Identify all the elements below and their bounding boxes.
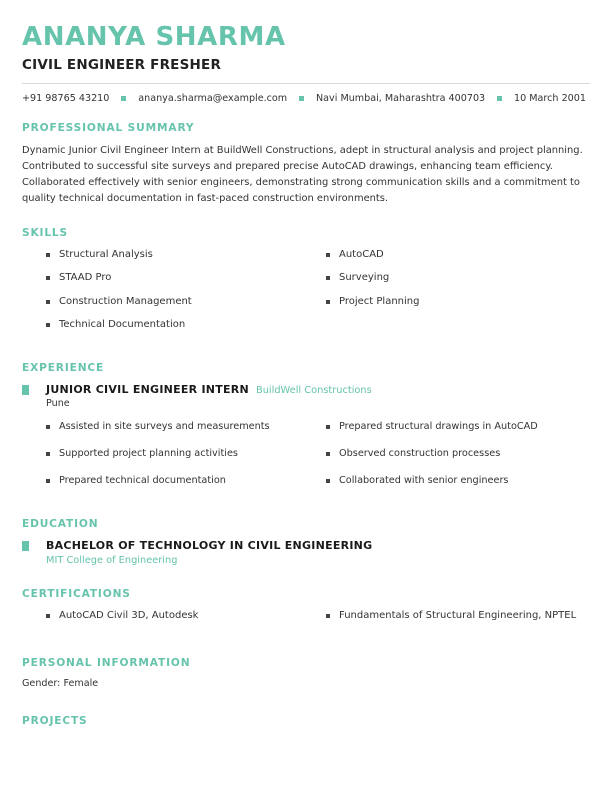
list-item: STAAD Pro: [46, 271, 306, 285]
section-heading-projects: PROJECTS: [22, 714, 88, 727]
certifications-column-right: [306, 609, 590, 633]
experience-columns: [22, 420, 590, 501]
experience-company: BuildWell Constructions: [255, 384, 372, 396]
section-heading-professional-summary: PROFESSIONAL SUMMARY: [22, 121, 195, 134]
section-skills: [22, 227, 590, 342]
contact-phone: +91 98765 43210: [22, 92, 110, 104]
section-projects: [22, 715, 590, 727]
list-item: Prepared technical documentation: [46, 474, 306, 487]
list-item: Observed construction processes: [326, 447, 590, 460]
experience-location: Pune: [46, 397, 70, 409]
list-item: AutoCAD Civil 3D, Autodesk: [46, 609, 306, 623]
section-experience: [22, 362, 590, 501]
list-item: Collaborated with senior engineers: [326, 474, 590, 487]
section-education: [22, 518, 590, 566]
personal-gender: Gender: Female: [22, 677, 99, 689]
section-heading-personal-information: PERSONAL INFORMATION: [22, 656, 191, 669]
section-heading-certifications: CERTIFICATIONS: [22, 588, 131, 601]
certifications-columns: [22, 609, 590, 633]
contact-separator-square-icon: [299, 96, 304, 101]
header-divider: [22, 83, 590, 84]
experience-job-title: JUNIOR CIVIL ENGINEER INTERN: [46, 382, 249, 396]
list-item: Assisted in site surveys and measurements: [46, 420, 306, 433]
list-item: Surveying: [326, 271, 590, 285]
contact-separator-square-icon: [121, 96, 126, 101]
contact-birthdate: 10 March 2001: [514, 92, 586, 104]
certifications-column-left: [22, 609, 306, 633]
experience-entry: [22, 383, 590, 409]
section-heading-skills: SKILLS: [22, 226, 69, 239]
list-item: Fundamentals of Structural Engineering, NPTEL: [326, 609, 590, 623]
skills-column-right: [306, 248, 590, 342]
list-item: AutoCAD: [326, 248, 590, 262]
list-item: Technical Documentation: [46, 318, 306, 332]
list-item: Supported project planning activities: [46, 447, 306, 460]
section-personal-information: [22, 657, 590, 689]
experience-column-left: [22, 420, 306, 501]
section-heading-experience: EXPERIENCE: [22, 361, 105, 374]
education-entry: [22, 539, 590, 566]
education-institution: MIT College of Engineering: [46, 555, 178, 567]
resume-header: [22, 0, 590, 104]
professional-summary-text: Dynamic Junior Civil Engineer Intern at BuildWell Constructions, adept in structural analysis and project planning. Contributed to successful site surveys and prepared precise AutoCAD drawings, enhancing team efficiency. Collaborated effectively with senior engineers, demonstrating strong communication skills and a commitment to quality technical documentation in fast-paced construction environments.: [22, 144, 583, 204]
list-item: Structural Analysis: [46, 248, 306, 262]
contact-location: Navi Mumbai, Maharashtra 400703: [316, 92, 486, 104]
list-item: Construction Management: [46, 295, 306, 309]
list-item: Prepared structural drawings in AutoCAD: [326, 420, 590, 433]
skills-columns: [22, 248, 590, 342]
section-certifications: [22, 588, 590, 633]
section-heading-education: EDUCATION: [22, 518, 99, 531]
education-degree: BACHELOR OF TECHNOLOGY IN CIVIL ENGINEERING: [46, 539, 373, 553]
entry-marker-square-icon: [22, 385, 29, 395]
skills-column-left: [22, 248, 306, 342]
candidate-name: ANANYA SHARMA: [22, 22, 286, 52]
section-professional-summary: [22, 122, 590, 207]
entry-marker-square-icon: [22, 541, 29, 551]
list-item: Project Planning: [326, 295, 590, 309]
contact-separator-square-icon: [497, 96, 502, 101]
experience-title-row: [46, 383, 590, 396]
candidate-job-title: CIVIL ENGINEER FRESHER: [22, 56, 222, 73]
experience-column-right: [306, 420, 590, 501]
contact-row: [22, 93, 590, 104]
education-title-row: [46, 539, 590, 552]
contact-email[interactable]: ananya.sharma@example.com: [138, 92, 288, 104]
